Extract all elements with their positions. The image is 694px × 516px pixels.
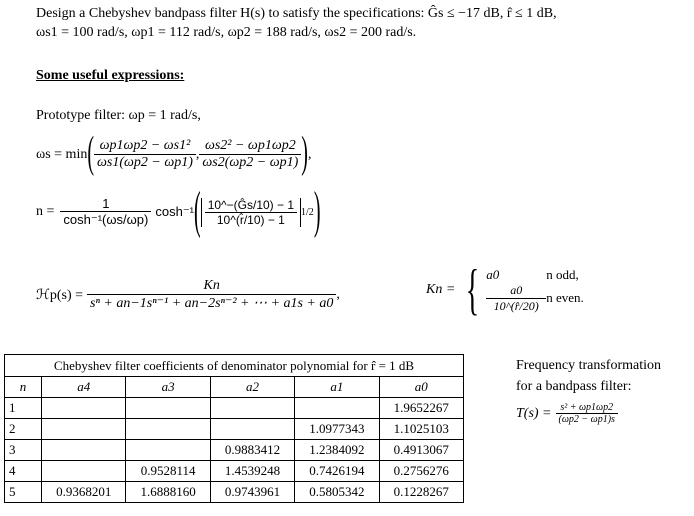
col-header: a3 [126,377,210,398]
left-paren: ( [87,129,95,178]
col-header: a2 [210,377,294,398]
hp-lhs: ℋp(s) = [36,287,84,303]
hp-fraction: $\frac{Kn}{\text{sⁿ + an−1sⁿ⁻¹ + an−2sⁿ⁻² + ⋯ + a1s + a0}}$ [87,278,336,312]
col-header: a0 [379,377,463,398]
kn-case-odd: a0 n odd, [486,266,579,282]
ws-fraction-1: $\frac{\text{ωp1ωp2 − ωs1²}}{\omega s1(\omega p2 - \omega p1)}$ [94,138,196,171]
prototype-line: Prototype filter: ωp = 1 rad/s, [36,108,201,123]
table-row: 5 0.9368201 1.6888160 0.9743961 0.5805342 0.1228267 [5,482,464,503]
kn-formula [426,259,584,321]
table-row: 2 1.0977343 1.1025103 [5,419,464,440]
transform-title-1: Frequency transformation [516,358,662,373]
n-lhs: n = [36,204,55,219]
kn-lhs: Kn = [426,282,456,297]
n-cosh: cosh⁻¹ [155,204,195,219]
kn-case-even: $\frac{a0}{10\^{}(r̂/20)}$ n even. [486,283,584,314]
col-header: n [5,377,42,398]
n-formula: n = $\frac{1}{\text{cosh⁻¹(ωs/ωp)}}$ cosh⁻¹ ( $\frac{10\^{}-(Ĝs/10) - 1}{10\^{}(r̂/10) - 1}$ 1/2 ) [36,182,321,240]
table-row: 1 1.9652267 [5,398,464,419]
ws-lhs: ωs = min [36,146,88,162]
table-row: 3 0.9883412 1.2384092 0.4913067 [5,440,464,461]
brace: { [466,259,480,321]
problem-line-1: Design a Chebyshev bandpass filter H(s) to satisfy the specifications: Ĝs ≤ −17 dB, r̂ ≤ 1 dB, [36,6,557,21]
table-row: 4 0.9528114 1.4539248 0.7426194 0.2756276 [5,461,464,482]
transform-fraction: $\frac{\text{s² + ωp1ωp2}}{(\omega p2 - \omega p1)s}$ [556,402,618,425]
table-caption-row [5,355,464,377]
section-heading: Some useful expressions: [36,68,185,83]
transform-lhs: T(s) = [516,405,552,421]
kn-cases [486,267,584,314]
table-caption: Chebyshev filter coefficients of denominator polynomial for r̂ = 1 dB [5,355,464,377]
problem-line-2: ωs1 = 100 rad/s, ωp1 = 112 rad/s, ωp2 = 188 rad/s, ωs2 = 200 rad/s. [36,25,417,40]
n-fraction: $\frac{1}{\text{cosh⁻¹(ωs/ωp)}}$ [60,196,151,228]
ws-formula: ωs = min ( $\frac{\text{ωp1ωp2 − ωs1²}}{\omega s1(\omega p2 - \omega p1)}$ , $\frac{\text{ωs2² − ωp1ωp2}}{\omega s2(\omega p2 - \omega p1)}$ ) , [36,138,311,171]
n-exponent: 1/2 [301,206,314,218]
coefficient-table [4,354,464,503]
ws-fraction-2: $\frac{\text{ωs2² − ωp1ωp2}}{\omega s2(\omega p2 - \omega p1)}$ [199,138,301,171]
hp-formula: ℋp(s) = $\frac{Kn}{\text{sⁿ + an−1sⁿ⁻¹ + an−2sⁿ⁻² + ⋯ + a1s + a0}}$ , [36,278,340,311]
n-inner-bracket: $\frac{10\^{}-(Ĝs/10) - 1}{10\^{}(r̂/10) - 1}$ [201,198,301,227]
transform-formula [516,402,618,425]
transform-title-2: for a bandpass filter: [516,379,632,394]
col-header: a1 [295,377,379,398]
right-paren: ) [301,129,308,178]
table-header-row [5,377,464,398]
col-header: a4 [42,377,126,398]
